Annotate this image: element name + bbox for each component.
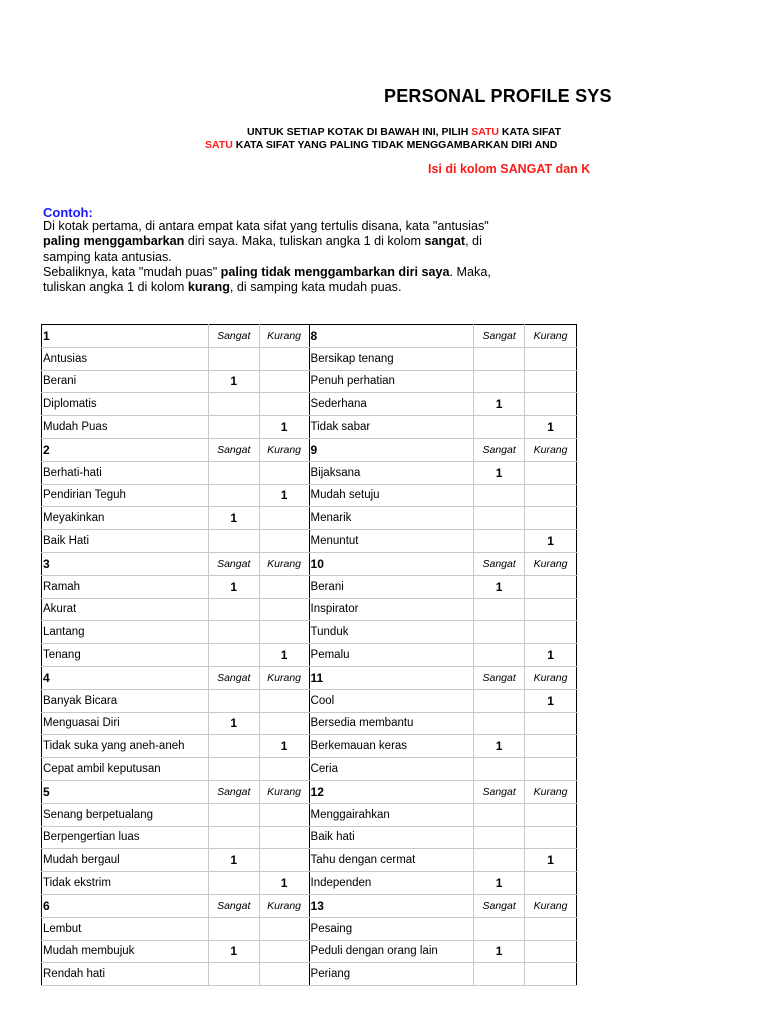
adjective-cell: Periang <box>309 963 474 986</box>
sangat-cell[interactable] <box>208 872 259 895</box>
column-header-kurang: Kurang <box>259 438 309 461</box>
adjective-cell: Sederhana <box>309 393 474 416</box>
adjective-cell: Peduli dengan orang lain <box>309 940 474 963</box>
group-header-row <box>42 438 577 461</box>
adjective-cell: Lantang <box>42 621 209 644</box>
adjective-cell: Menguasai Diri <box>42 712 209 735</box>
kurang-cell[interactable] <box>259 461 309 484</box>
adjective-cell: Berkemauan keras <box>309 735 474 758</box>
kurang-cell[interactable] <box>525 575 577 598</box>
kurang-cell[interactable] <box>259 803 309 826</box>
kurang-cell[interactable] <box>525 393 577 416</box>
kurang-cell[interactable] <box>525 347 577 370</box>
table-row <box>42 712 577 735</box>
sangat-cell[interactable] <box>474 416 525 439</box>
adjective-cell: Baik Hati <box>42 530 209 553</box>
sangat-cell[interactable] <box>208 484 259 507</box>
kurang-cell[interactable]: 1 <box>259 416 309 439</box>
table-row <box>42 803 577 826</box>
sangat-cell[interactable]: 1 <box>474 461 525 484</box>
column-header-kurang: Kurang <box>525 894 577 917</box>
table-row <box>42 461 577 484</box>
table-row <box>42 621 577 644</box>
kurang-cell[interactable] <box>525 917 577 940</box>
adjective-cell: Cepat ambil keputusan <box>42 758 209 781</box>
table-row <box>42 575 577 598</box>
sangat-cell[interactable] <box>208 917 259 940</box>
group-number: 9 <box>309 438 474 461</box>
group-header-row <box>42 666 577 689</box>
sangat-cell[interactable] <box>474 689 525 712</box>
kurang-cell[interactable] <box>525 621 577 644</box>
adjective-cell: Banyak Bicara <box>42 689 209 712</box>
example-paragraph-1: Di kotak pertama, di antara empat kata sifat yang tertulis disana, kata "antusias" paling menggambarkan diri saya. Maka, tuliskan angka 1 di kolom sangat, di samping kata antusias. <box>43 219 489 264</box>
table-row <box>42 347 577 370</box>
kurang-cell[interactable] <box>259 712 309 735</box>
sangat-cell[interactable] <box>474 917 525 940</box>
adjective-cell: Lembut <box>42 917 209 940</box>
table-row <box>42 416 577 439</box>
kurang-cell[interactable] <box>259 917 309 940</box>
group-header-row <box>42 894 577 917</box>
column-header-sangat: Sangat <box>474 325 525 348</box>
adjective-cell: Tidak suka yang aneh-aneh <box>42 735 209 758</box>
column-header-sangat: Sangat <box>208 325 259 348</box>
column-header-sangat: Sangat <box>208 894 259 917</box>
sangat-cell[interactable] <box>474 370 525 393</box>
column-header-sangat: Sangat <box>474 552 525 575</box>
column-header-sangat: Sangat <box>474 666 525 689</box>
sangat-cell[interactable] <box>208 416 259 439</box>
sangat-cell[interactable] <box>474 507 525 530</box>
kurang-cell[interactable] <box>259 347 309 370</box>
sangat-cell[interactable] <box>474 598 525 621</box>
adjective-table <box>41 324 577 986</box>
table-row <box>42 917 577 940</box>
kurang-cell[interactable] <box>525 735 577 758</box>
kurang-cell[interactable]: 1 <box>525 849 577 872</box>
column-header-kurang: Kurang <box>259 552 309 575</box>
group-header-row <box>42 552 577 575</box>
group-number: 5 <box>42 780 209 803</box>
kurang-cell[interactable]: 1 <box>259 644 309 667</box>
group-header-row <box>42 780 577 803</box>
kurang-cell[interactable]: 1 <box>259 872 309 895</box>
kurang-cell[interactable] <box>525 370 577 393</box>
group-number: 12 <box>309 780 474 803</box>
group-number: 3 <box>42 552 209 575</box>
kurang-cell[interactable] <box>259 370 309 393</box>
column-header-kurang: Kurang <box>525 325 577 348</box>
adjective-cell: Bijaksana <box>309 461 474 484</box>
kurang-cell[interactable]: 1 <box>525 416 577 439</box>
sangat-cell[interactable] <box>208 758 259 781</box>
table-row <box>42 530 577 553</box>
adjective-cell: Berpengertian luas <box>42 826 209 849</box>
sangat-cell[interactable] <box>474 621 525 644</box>
kurang-cell[interactable] <box>525 826 577 849</box>
kurang-cell[interactable] <box>525 712 577 735</box>
example-label: Contoh: <box>43 205 93 220</box>
column-header-kurang: Kurang <box>525 438 577 461</box>
table-row <box>42 689 577 712</box>
column-header-sangat: Sangat <box>474 894 525 917</box>
kurang-cell[interactable] <box>525 461 577 484</box>
adjective-cell: Meyakinkan <box>42 507 209 530</box>
column-header-kurang: Kurang <box>259 894 309 917</box>
example-paragraph-2: Sebaliknya, kata "mudah puas" paling tidak menggambarkan diri saya. Maka, tuliskan angka 1 di kolom kurang, di samping kata mudah puas. <box>43 264 491 295</box>
example-text <box>43 219 513 295</box>
kurang-cell[interactable] <box>259 598 309 621</box>
column-header-kurang: Kurang <box>525 780 577 803</box>
sangat-cell[interactable]: 1 <box>208 575 259 598</box>
column-header-kurang: Kurang <box>259 780 309 803</box>
sangat-cell[interactable]: 1 <box>474 872 525 895</box>
column-header-sangat: Sangat <box>208 666 259 689</box>
adjective-cell: Independen <box>309 872 474 895</box>
column-header-kurang: Kurang <box>259 666 309 689</box>
adjective-cell: Cool <box>309 689 474 712</box>
sangat-cell[interactable]: 1 <box>474 940 525 963</box>
group-header-row <box>42 325 577 348</box>
instruction-line-1: UNTUK SETIAP KOTAK DI BAWAH INI, PILIH SATU KATA SIFAT <box>247 126 562 138</box>
kurang-cell[interactable] <box>259 393 309 416</box>
adjective-cell: Menarik <box>309 507 474 530</box>
column-header-sangat: Sangat <box>474 780 525 803</box>
sangat-cell[interactable] <box>208 735 259 758</box>
adjective-cell: Menuntut <box>309 530 474 553</box>
adjective-cell: Bersedia membantu <box>309 712 474 735</box>
kurang-cell[interactable]: 1 <box>525 530 577 553</box>
kurang-cell[interactable] <box>259 621 309 644</box>
adjective-cell: Akurat <box>42 598 209 621</box>
group-number: 11 <box>309 666 474 689</box>
sangat-cell[interactable] <box>474 484 525 507</box>
adjective-cell: Mudah membujuk <box>42 940 209 963</box>
adjective-cell: Ramah <box>42 575 209 598</box>
sangat-cell[interactable] <box>474 826 525 849</box>
adjective-table-body <box>42 325 577 986</box>
table-row <box>42 963 577 986</box>
sangat-cell[interactable]: 1 <box>474 735 525 758</box>
group-number: 8 <box>309 325 474 348</box>
table-row <box>42 940 577 963</box>
table-row <box>42 735 577 758</box>
instruction-line-2: SATU KATA SIFAT YANG PALING TIDAK MENGGAMBARKAN DIRI AND <box>205 139 558 151</box>
adjective-cell: Rendah hati <box>42 963 209 986</box>
sangat-cell[interactable] <box>208 461 259 484</box>
group-number: 13 <box>309 894 474 917</box>
adjective-cell: Pemalu <box>309 644 474 667</box>
kurang-cell[interactable] <box>525 484 577 507</box>
kurang-cell[interactable]: 1 <box>259 484 309 507</box>
kurang-cell[interactable] <box>259 575 309 598</box>
sangat-cell[interactable] <box>474 347 525 370</box>
column-header-kurang: Kurang <box>525 552 577 575</box>
adjective-cell: Mudah Puas <box>42 416 209 439</box>
adjective-cell: Penuh perhatian <box>309 370 474 393</box>
column-header-kurang: Kurang <box>259 325 309 348</box>
sangat-cell[interactable] <box>208 803 259 826</box>
kurang-cell[interactable]: 1 <box>525 689 577 712</box>
table-row <box>42 484 577 507</box>
group-number: 4 <box>42 666 209 689</box>
kurang-cell[interactable] <box>525 507 577 530</box>
table-row <box>42 872 577 895</box>
sangat-cell[interactable] <box>208 621 259 644</box>
sangat-cell[interactable] <box>208 598 259 621</box>
kurang-cell[interactable] <box>259 758 309 781</box>
sangat-cell[interactable] <box>208 963 259 986</box>
table-row <box>42 507 577 530</box>
sangat-cell[interactable] <box>474 644 525 667</box>
kurang-cell[interactable] <box>259 530 309 553</box>
kurang-cell[interactable] <box>259 963 309 986</box>
adjective-cell: Tidak sabar <box>309 416 474 439</box>
kurang-cell[interactable] <box>525 872 577 895</box>
table-row <box>42 849 577 872</box>
kurang-cell[interactable]: 1 <box>525 644 577 667</box>
kurang-cell[interactable] <box>525 598 577 621</box>
sangat-cell[interactable]: 1 <box>208 940 259 963</box>
column-header-sangat: Sangat <box>208 438 259 461</box>
adjective-cell: Tahu dengan cermat <box>309 849 474 872</box>
sangat-cell[interactable] <box>208 393 259 416</box>
group-number: 6 <box>42 894 209 917</box>
adjective-cell: Berani <box>309 575 474 598</box>
sangat-cell[interactable]: 1 <box>208 370 259 393</box>
sangat-cell[interactable] <box>208 644 259 667</box>
kurang-cell[interactable] <box>259 826 309 849</box>
sangat-cell[interactable] <box>474 758 525 781</box>
kurang-cell[interactable] <box>525 758 577 781</box>
adjective-cell: Tenang <box>42 644 209 667</box>
kurang-cell[interactable] <box>259 940 309 963</box>
group-number: 2 <box>42 438 209 461</box>
table-row <box>42 758 577 781</box>
group-number: 10 <box>309 552 474 575</box>
sangat-cell[interactable] <box>208 347 259 370</box>
page-title: PERSONAL PROFILE SYS <box>384 86 612 106</box>
sangat-cell[interactable]: 1 <box>208 712 259 735</box>
adjective-cell: Diplomatis <box>42 393 209 416</box>
table-row <box>42 393 577 416</box>
adjective-cell: Pendirian Teguh <box>42 484 209 507</box>
adjective-cell: Bersikap tenang <box>309 347 474 370</box>
adjective-cell: Antusias <box>42 347 209 370</box>
kurang-cell[interactable] <box>259 507 309 530</box>
adjective-cell: Mudah bergaul <box>42 849 209 872</box>
column-header-sangat: Sangat <box>208 552 259 575</box>
sangat-cell[interactable]: 1 <box>208 849 259 872</box>
adjective-cell: Senang berpetualang <box>42 803 209 826</box>
kurang-cell[interactable] <box>259 689 309 712</box>
kurang-cell[interactable]: 1 <box>259 735 309 758</box>
sangat-cell[interactable] <box>474 530 525 553</box>
adjective-cell: Tunduk <box>309 621 474 644</box>
sangat-cell[interactable] <box>474 803 525 826</box>
adjective-cell: Berhati-hati <box>42 461 209 484</box>
sangat-cell[interactable] <box>208 826 259 849</box>
sangat-cell[interactable] <box>474 849 525 872</box>
adjective-cell: Inspirator <box>309 598 474 621</box>
group-number: 1 <box>42 325 209 348</box>
kurang-cell[interactable] <box>525 940 577 963</box>
sangat-cell[interactable] <box>474 963 525 986</box>
sangat-cell[interactable]: 1 <box>474 393 525 416</box>
table-row <box>42 370 577 393</box>
sangat-cell[interactable] <box>474 712 525 735</box>
adjective-cell: Baik hati <box>309 826 474 849</box>
adjective-cell: Mudah setuju <box>309 484 474 507</box>
sangat-cell[interactable] <box>208 530 259 553</box>
kurang-cell[interactable] <box>259 849 309 872</box>
adjective-cell: Menggairahkan <box>309 803 474 826</box>
column-header-sangat: Sangat <box>474 438 525 461</box>
table-row <box>42 826 577 849</box>
sangat-cell[interactable] <box>208 689 259 712</box>
column-header-kurang: Kurang <box>525 666 577 689</box>
table-row <box>42 598 577 621</box>
kurang-cell[interactable] <box>525 963 577 986</box>
table-row <box>42 644 577 667</box>
adjective-cell: Ceria <box>309 758 474 781</box>
adjective-cell: Berani <box>42 370 209 393</box>
sangat-cell[interactable]: 1 <box>208 507 259 530</box>
column-header-sangat: Sangat <box>208 780 259 803</box>
instruction-line-3: Isi di kolom SANGAT dan K <box>428 162 591 176</box>
sangat-cell[interactable]: 1 <box>474 575 525 598</box>
adjective-cell: Pesaing <box>309 917 474 940</box>
kurang-cell[interactable] <box>525 803 577 826</box>
adjective-cell: Tidak ekstrim <box>42 872 209 895</box>
